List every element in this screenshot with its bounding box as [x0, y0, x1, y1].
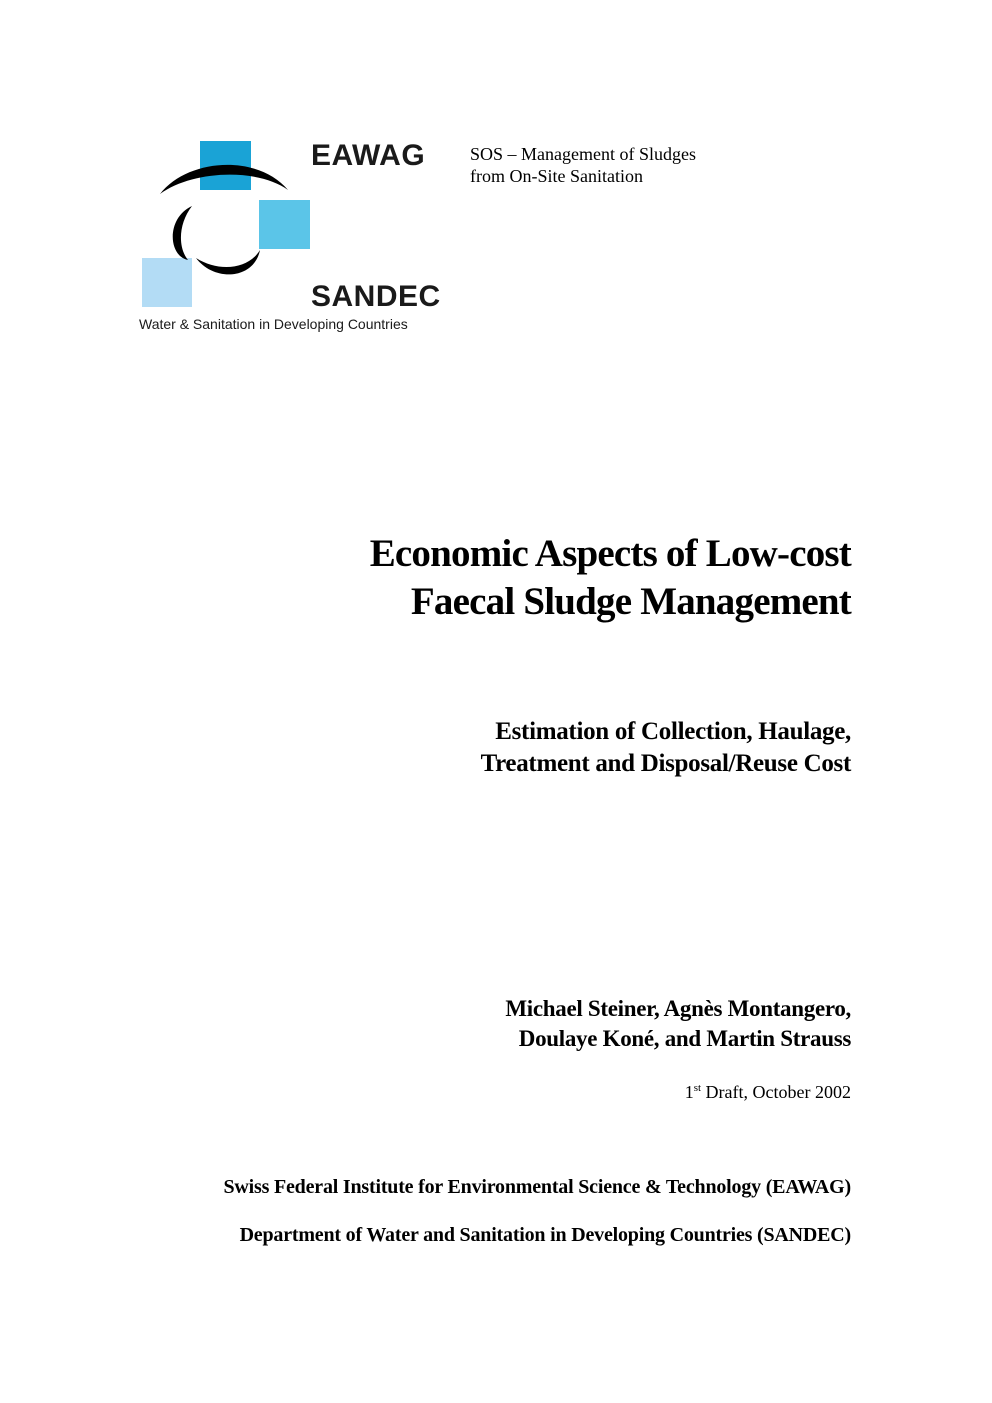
institution-sandec: Department of Water and Sanitation in Developing Countries (SANDEC): [239, 1224, 851, 1246]
institution-eawag: Swiss Federal Institute for Environmental Science & Technology (EAWAG): [223, 1176, 851, 1198]
logo-sandec-text: SANDEC: [311, 280, 441, 313]
draft-date: [685, 1082, 851, 1103]
authors-line-1: Michael Steiner, Agnès Montangero,: [505, 996, 851, 1021]
series-label: [470, 143, 696, 187]
title-line-2: Faecal Sludge Management: [410, 580, 851, 623]
subtitle-line-1: Estimation of Collection, Haulage,: [495, 718, 851, 745]
series-line-1: SOS – Management of Sludges: [470, 144, 696, 164]
logo-square-bottom: [142, 258, 192, 307]
author-list: [505, 994, 851, 1054]
document-title: [370, 530, 851, 626]
logo-square-right: [259, 200, 310, 249]
authors-line-2: Doulaye Koné, and Martin Strauss: [518, 1026, 851, 1051]
draft-text: Draft, October 2002: [701, 1082, 851, 1102]
eawag-sandec-logo: [138, 138, 448, 338]
logo-tagline: Water & Sanitation in Developing Countries: [139, 316, 408, 332]
draft-ordinal-suffix: st: [693, 1082, 702, 1094]
document-subtitle: [481, 716, 851, 780]
draft-number: 1: [684, 1082, 694, 1102]
logo-arc-left: [173, 206, 192, 260]
subtitle-line-2: Treatment and Disposal/Reuse Cost: [480, 750, 851, 777]
logo-eawag-text: EAWAG: [311, 139, 426, 172]
series-line-2: from On-Site Sanitation: [470, 166, 643, 186]
title-line-1: Economic Aspects of Low-cost: [369, 532, 851, 575]
logo-arc-bottom: [196, 250, 260, 274]
